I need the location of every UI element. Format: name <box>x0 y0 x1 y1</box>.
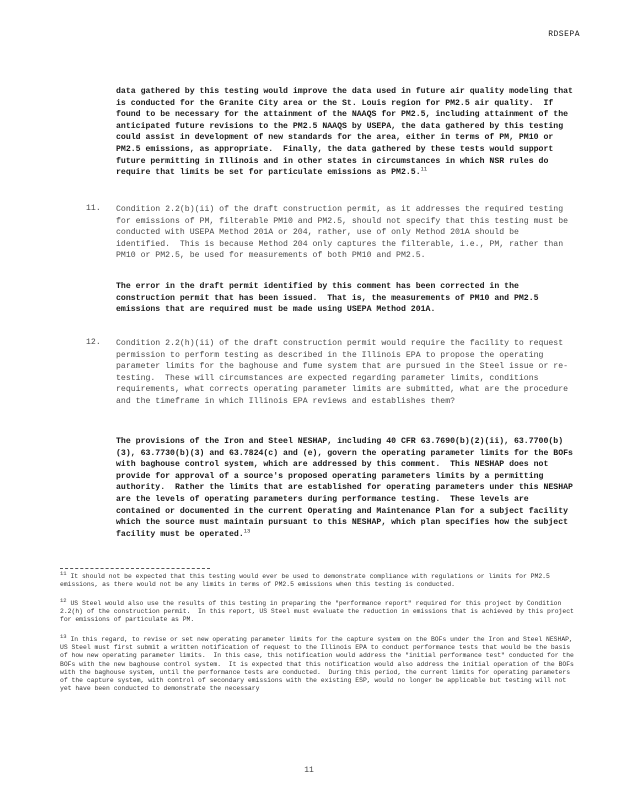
footnote-ref: 11 <box>420 165 428 173</box>
comment-number-11: 11. <box>86 204 101 213</box>
paragraph-text: data gathered by this testing would improve the data used in future air quality modeling that is conducted for the Granite City area or the St. Louis region for PM2.5 air quality. If found to be necessary for the attainment of the NAAQS for PM2.5, including attainment of the anticipated future revisions to the PM2.5 NAAQS by USEPA, the data gathered by this testing could assist in development of new standards for the area, either in terms of PM, PM10 or PM2.5 emissions, as appropriate. Finally, the data gathered by these tests would support future permitting in Illinois and in other states in circumstances in which NSR rules do require that limits be set for particulate emissions as PM2.5. <box>116 87 578 178</box>
comment-11-text: Condition 2.2(b)(ii) of the draft construction permit, as it addresses the required testing for emissions of PM, filterable PM10 and PM2.5, should not specify that this testing must be conducted with USEPA Method 201A or 204, rather, use of only Method 201A should be identified. This is because Method 204 only captures the filterable, i.e., PM, rather than PM10 or PM2.5, be used for measurements of both PM10 and PM2.5. <box>116 205 573 261</box>
footnote-separator <box>60 568 210 569</box>
footnote-number: 12 <box>60 596 67 604</box>
document-id-header: RDSEPA <box>548 30 580 39</box>
response-11-text: The error in the draft permit identified by this comment has been corrected in the construction permit that has been issued. That is, the measurements of PM10 and PM2.5 emissions that are required must be made using USEPA Method 201A. <box>116 282 544 315</box>
response-12-block <box>116 436 578 540</box>
footnote-11 <box>60 569 580 589</box>
response-12-text: The provisions of the Iron and Steel NESHAP, including 40 CFR 63.7690(b)(2)(ii), 63.7700(b)(3), 63.7730(b)(3) and 63.7824(c) and (e), govern the operating parameter limits for the BOFs with baghouse control system, which are addressed by this comment. This NESHAP does not provide for approval of a source's proposed operating parameters limits by a permitting authority. Rather the limits that are established for operating parameters under this NESHAP are the levels of operating parameters during performance testing. These levels are contained or documented in the current Operating and Maintenance Plan for a subject facility which the source must maintain pursuant to this NESHAP, which plan specifies how the subject facility must be operated. <box>116 437 578 539</box>
paragraph-continuation <box>116 86 578 179</box>
footnote-text: US Steel would also use the results of this testing in preparing the "performance report" required for this project by Condition 2.2(h) of the construction permit. In this report, US Steel must evaluate the reduction in emissions that is achieved by this project for emissions of particulate as PM. <box>60 600 578 624</box>
footnote-number: 13 <box>60 632 67 640</box>
footnote-number: 11 <box>60 569 67 577</box>
comment-number-12: 12. <box>86 338 101 347</box>
page-number: 11 <box>304 766 314 775</box>
comment-12-text: Condition 2.2(h)(ii) of the draft construction permit would require the facility to request permission to perform testing as described in the Illinois EPA to propose the operating parameter limits for the baghouse and fume system that are pursued in the Steel issue or re-testing. These will circumstances are expected regarding parameter limits, conditions requirements, what corrects operating parameter limits are submitted, what are the procedure and the timeframe in which Illinois EPA reviews and establishes them? <box>116 339 573 406</box>
footnote-13 <box>60 632 580 693</box>
footnote-12 <box>60 596 580 625</box>
footnote-text: It should not be expected that this testing would ever be used to demonstrate compliance with regulations or limits for PM2.5 emissions, as there would not be any limits in terms of PM2.5 emissions when this testing is conducted. <box>60 573 554 589</box>
footnote-text: In this regard, to revise or set new operating parameter limits for the capture system on the BOFs under the Iron and Steel NESHAP, US Steel must first submit a written notification of request to the Illinois EPA to conduct performance tests that would be the basis of how new operating parameter limits. In this case, this notification would address the "initial performance test" conducted for the BOFs with the new baghouse control system. It is expected that this notification would also address the initial operation of the BOFs with the baghouse system, until the performance tests are conducted. During this period, the current limits for operating parameters of the capture system, with control of secondary emissions with the existing ESP, would no longer be applicable but testing will not yet have been conducted to demonstrate the necessary <box>60 636 578 693</box>
footnote-ref: 13 <box>243 527 251 535</box>
